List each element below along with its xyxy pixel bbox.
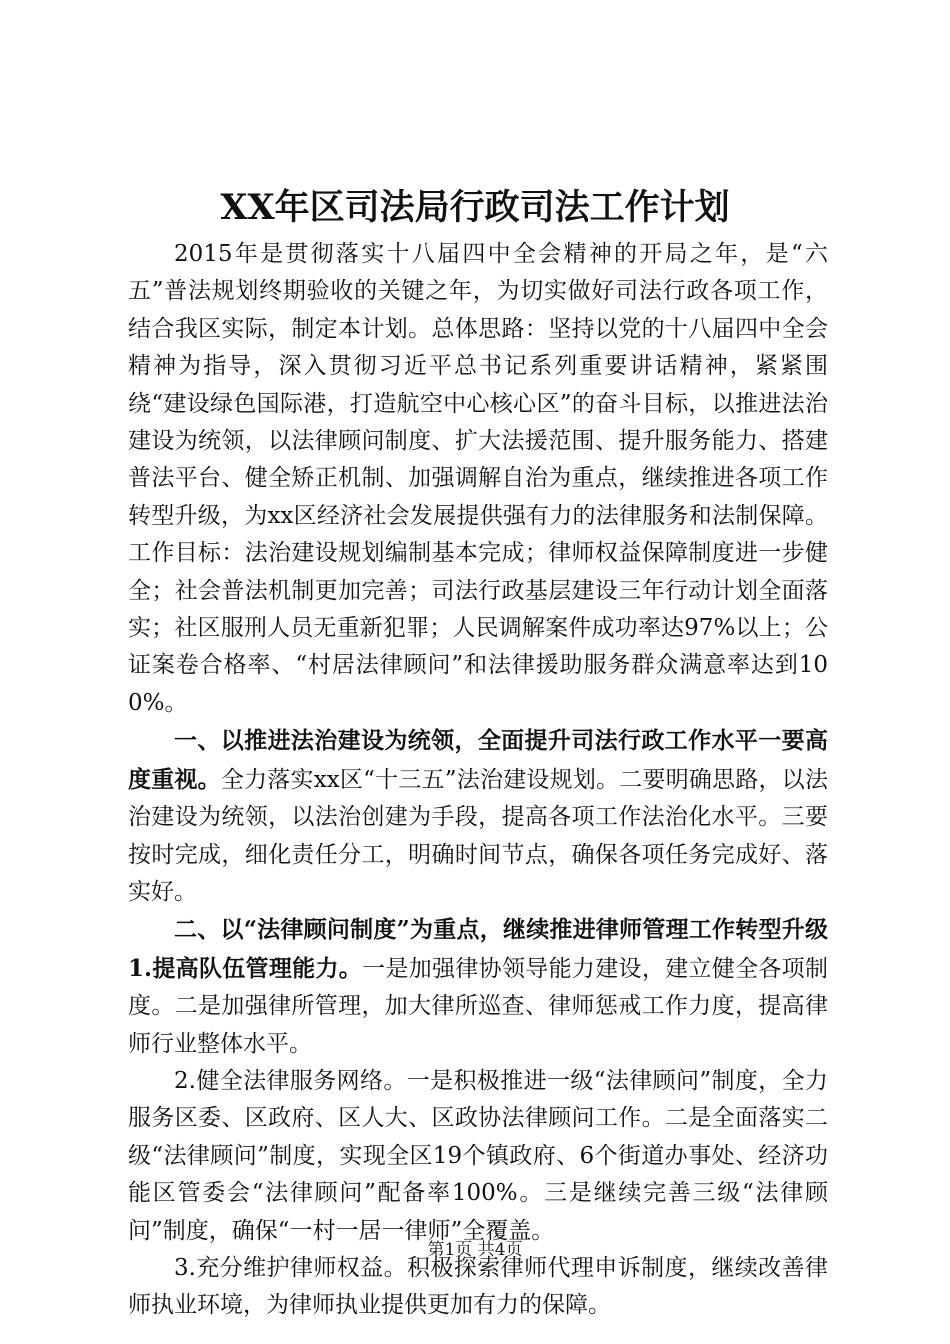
page-number: 第1页 共4页 — [427, 1240, 523, 1260]
intro-paragraph: 2015年是贯彻落实十八届四中全会精神的开局之年，是“六五”普法规划终期验收的关键之年，为切实做好司法行政各项工作，结合我区实际，制定本计划。总体思路：坚持以党的十八届四中全会精神为指导，深入贯彻习近平总书记系列重要讲话精神，紧紧围绕“建设绿色国际港，打造航空中心核心区”的奋斗目标，以推进法治建设为统领，以法律顾问制度、扩大法援范围、提升服务能力、搭建普法平台、健全矫正机制、加强调解自治为重点，继续推进各项工作转型升级，为xx区经济社会发展提供强有力的法律服务和法制保障。工作目标：法治建设规划编制基本完成；律师权益保障制度进一步健全；社会普法机制更加完善；司法行政基层建设三年行动计划全面落实；社区服刑人员无重新犯罪；人民调解案件成功率达97%以上；公证案卷合格率、“村居法律顾问”和法律援助服务群众满意率达到100%。 — [128, 241, 828, 716]
document-title: XX年区司法局行政司法工作计划 — [220, 187, 730, 228]
document-body — [128, 236, 828, 1325]
section-1-text: 全力落实xx区“十三五”法治建设规划。二要明确思路，以法治建设为统领，以法治创建为手段，提高各项工作法治化水平。三要按时完成，细化责任分工，明确时间节点，确保各项任务完成好、落实好。 — [128, 766, 828, 905]
section-2-paragraph — [128, 911, 828, 1063]
item-2-paragraph: 2.健全法律服务网络。一是积极推进一级“法律顾问”制度，全力服务区委、区政府、区人大、区政协法律顾问工作。二是全面落实二级“法律顾问”制度，实现全区19个镇政府、6个街道办事处、经济功能区管委会“法律顾问”配备率100%。三是继续完善三级“法律顾问”制度，确保“一村一居一律师”全覆盖。 — [128, 1067, 828, 1244]
section-1-heading: 一、以推进法治建设为统领，全面提升司法行政工作水平一要高度重视。 — [128, 727, 828, 793]
section-2-heading: 二、以“法律顾问制度”为重点，继续推进律师管理工作转型升级1.提高队伍管理能力。 — [128, 916, 828, 982]
section-1-paragraph — [128, 722, 828, 911]
item-3-paragraph: 3.充分维护律师权益。积极探索律师代理申诉制度，继续改善律师执业环境，为律师执业提供更加有力的保障。 — [128, 1254, 828, 1319]
section-2-text: 一是加强律协领导能力建设，建立健全各项制度。二是加强律所管理，加大律所巡查、律师惩戒工作力度，提高律师行业整体水平。 — [128, 955, 828, 1057]
